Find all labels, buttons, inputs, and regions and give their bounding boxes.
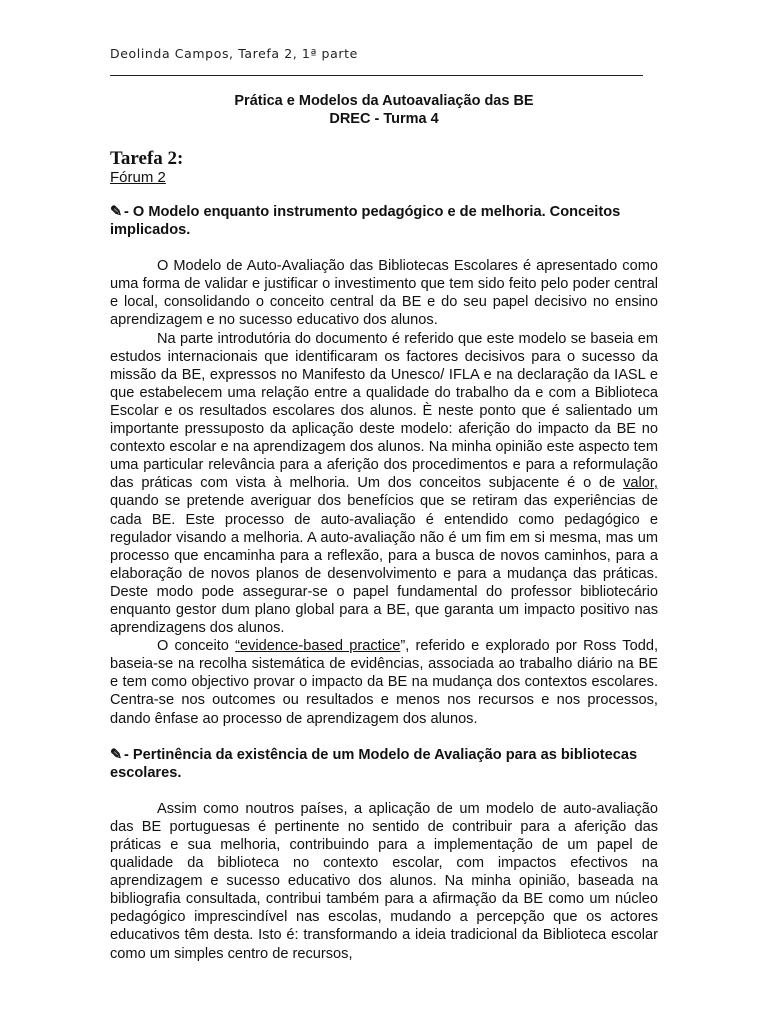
- header-rule: [110, 75, 643, 76]
- term-valor: valor,: [623, 475, 658, 492]
- forum-label: Fórum 2: [110, 169, 166, 186]
- pencil-icon: ✎: [110, 746, 123, 763]
- document-body: [110, 203, 658, 963]
- paragraph-4: Assim como noutros países, a aplicação de um modelo de auto-avaliação das BE portuguesas é pertinente no sentido de contribuir para a aferição das práticas e sua melhoria, contribuindo para a implementação de um papel de qualidade da biblioteca no contexto escolar, com impactos efectivos na aprendizagem e sucesso educativo dos alunos. Na minha opinião, baseada na bibliografia consultada, contribui também para a afirmação da BE como um núcleo pedagógico imprescindível nas escolas, mudando a percepção que os actores educativos têm desta. Isto é: transformando a ideia tradicional da Biblioteca escolar como um simples centro de recursos,: [110, 800, 658, 962]
- paragraph-3-part-b: ”, referido e explorado por Ross Todd, baseia-se na recolha sistemática de evidências, associada ao trabalho diário na BE e tem como objectivo provar o impacto da BE na mudança dos contextos escolares. Centra-se nos outcomes ou resultados e menos nos recursos e nos processos, dando ênfase ao processo de aprendizagem dos alunos.: [110, 638, 659, 727]
- paragraph-2: [110, 330, 658, 638]
- document-title: [110, 92, 658, 128]
- pencil-icon: ✎: [110, 204, 123, 220]
- paragraph-3-part-a: O conceito: [157, 638, 229, 655]
- section-heading-2-text: - Pertinência da existência de um Modelo de Avaliação para as bibliotecas escolares.: [110, 746, 638, 781]
- title-line-2: DREC - Turma 4: [329, 111, 439, 127]
- paragraph-2-part-b: quando se pretende averiguar dos benefícios que se retiram das experiências de cada BE. Este processo de auto-avaliação é entendido como pedagógico e regulador visando a melhoria. A auto-avaliação não é um fim em si mesma, mas um processo que encaminha para a reflexão, para a busca de novos caminhos, para a elaboração de novos planos de desenvolvimento e para a mudança das práticas. Deste modo pode assegurar-se o papel fundamental do professor bibliotecário enquanto gestor dum plano global para a BE, que garanta um impacto positivo nas aprendizagens dos alunos.: [110, 493, 658, 637]
- paragraph-2-part-a: Na parte introdutória do documento é referido que este modelo se baseia em estudos internacionais que identificaram os factores decisivos para o sucesso da missão da BE, expressos no Manifesto da Unesco/ IFLA e na declaração da IASL e que estabelecem uma relação entre a qualidade do trabalho da e com a Biblioteca Escolar e os resultados escolares dos alunos. È neste ponto que é salientado um importante pressuposto da aplicação deste modelo: aferição do impacto da BE no contexto escolar e na aprendizagem dos alunos. Na minha opinião este aspecto tem uma particular relevância para a aferição dos procedimentos e para a reformulação das práticas com vista à melhoria. Um dos conceitos subjacente é o de: [110, 330, 658, 492]
- section-heading-2: [110, 746, 658, 782]
- paragraph-1: O Modelo de Auto-Avaliação das Bibliotecas Escolares é apresentado como uma forma de validar e justificar o investimento que tem sido feito pelo poder central e local, consolidando o conceito central da BE e do seu papel decisivo no ensino aprendizagem e no sucesso educativo dos alunos.: [110, 258, 658, 329]
- term-evidence-based-practice: “evidence-based practice: [235, 638, 401, 655]
- section-heading-1-text: - O Modelo enquanto instrumento pedagógico e de melhoria. Conceitos implicados.: [110, 204, 621, 239]
- paragraph-3: [110, 637, 658, 727]
- title-line-1: Prática e Modelos da Autoavaliação das BE: [234, 93, 534, 109]
- task-heading: Tarefa 2:: [110, 148, 184, 169]
- section-heading-1: [110, 203, 658, 239]
- page-header: Deolinda Campos, Tarefa 2, 1ª parte: [110, 46, 358, 61]
